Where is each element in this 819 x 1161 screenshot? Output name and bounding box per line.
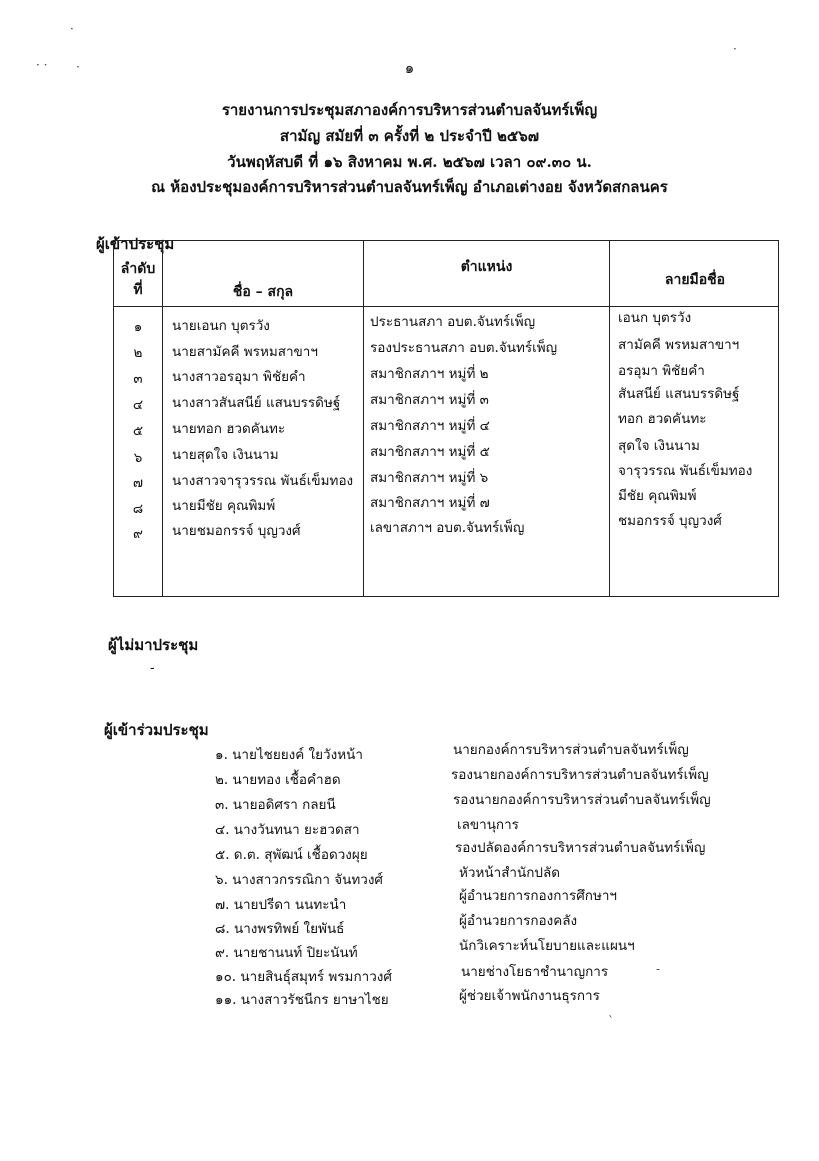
attendee-position: เลขาสภาฯ อบต.จันทร์เพ็ญ <box>370 520 525 536</box>
table-divider <box>609 241 610 596</box>
attendee-name: นายสามัคคี พรหมสาขาฯ <box>172 344 318 360</box>
participant-position: เลขานุการ <box>457 817 519 833</box>
participant-name: ๗. นายปรีดา นนทะนำ <box>215 897 347 913</box>
attendee-signature: สามัคคี พรหมสาขาฯ <box>618 337 740 353</box>
attendee-signature: จารุวรรณ พันธ์เข็มทอง <box>618 463 753 479</box>
meeting-date-time: วันพฤหัสบดี ที่ ๑๖ สิงหาคม พ.ศ. ๒๕๖๗ เวลา ๐๙.๓๐ น. <box>227 153 592 171</box>
attendee-name: นายทอก ฮวดคันทะ <box>172 421 286 437</box>
participant-position: หัวหน้าสำนักปลัด <box>459 865 561 881</box>
participant-name: ๖. นางสาวกรรณิกา จันทวงศ์ <box>215 872 383 888</box>
scan-speck: · · <box>36 58 48 72</box>
attendee-signature: ทอก ฮวดคันทะ <box>618 411 707 427</box>
attendee-position: สมาชิกสภาฯ หมู่ที่ ๕ <box>370 444 490 460</box>
meeting-location: ณ ห้องประชุมองค์การบริหารส่วนตำบลจันทร์เพ็ญ อำเภอเต่างอย จังหวัดสกลนคร <box>151 178 668 196</box>
participant-position: ผู้อำนวยการกองคลัง <box>459 913 578 929</box>
attendees-table <box>113 240 779 597</box>
column-header-position: ตำแหน่ง <box>460 259 513 275</box>
row-number: ๒ <box>133 345 143 361</box>
attendees-heading: ผู้เข้าประชุม <box>96 235 175 253</box>
participant-position: ผู้ช่วยเจ้าพนักงานธุรการ <box>459 988 600 1004</box>
attendee-name: นางสาวอรอุมา พิชัยคำ <box>172 369 306 385</box>
attendee-signature: สุดใจ เงินนาม <box>618 438 700 454</box>
participant-position: รองนายกองค์การบริหารส่วนตำบลจันทร์เพ็ญ <box>453 792 711 808</box>
row-number: ๓ <box>133 371 143 387</box>
participant-name: ๒. นายทอง เชื้อคำฮด <box>215 772 341 788</box>
attendee-name: นางสาวสันสนีย์ แสนบรรดิษฐ์ <box>172 395 341 411</box>
attendee-signature: สันสนีย์ แสนบรรดิษฐ์ <box>618 386 740 402</box>
participant-name: ๑. นายไชยยงค์ ใยวังหน้า <box>215 747 363 763</box>
attendee-position: สมาชิกสภาฯ หมู่ที่ ๒ <box>370 366 489 382</box>
page-number: ๑ <box>404 59 415 77</box>
column-header-name: ชื่อ – สกุล <box>232 284 294 300</box>
participant-name: ๔. นางวันทนา ยะฮวดสา <box>215 822 360 838</box>
participant-position: รองปลัดองค์การบริหารส่วนตำบลจันทร์เพ็ญ <box>455 840 706 856</box>
attendee-name: นายสุดใจ เงินนาม <box>172 447 279 463</box>
row-number: ๕ <box>132 423 144 439</box>
attendee-signature: อรอุมา พิชัยคำ <box>618 363 705 379</box>
meeting-session: สามัญ สมัยที่ ๓ ครั้งที่ ๒ ประจำปี ๒๕๖๗ <box>279 127 540 145</box>
scan-speck: · <box>70 22 74 36</box>
scan-speck: - <box>656 962 661 976</box>
participant-position: ผู้อำนวยการกองการศึกษาฯ <box>459 888 618 904</box>
absentees-heading: ผู้ไม่มาประชุม <box>108 636 199 654</box>
attendee-name: นายเอนก บุตรวัง <box>172 318 270 334</box>
participants-heading: ผู้เข้าร่วมประชุม <box>104 721 209 739</box>
attendee-position: สมาชิกสภาฯ หมู่ที่ ๖ <box>370 470 489 486</box>
attendee-name: นางสาวจารุวรรณ พันธ์เข็มทอง <box>172 473 354 489</box>
attendee-signature: เอนก บุตรวัง <box>618 310 692 326</box>
row-number: ๙ <box>133 526 143 542</box>
table-divider <box>363 241 364 596</box>
scan-speck: · <box>76 60 80 74</box>
scan-speck: ` <box>608 1014 614 1028</box>
participant-name: ๕. ด.ต. สุพัฒน์ เชื้อดวงผุย <box>215 847 368 863</box>
scan-speck: · <box>733 42 737 56</box>
row-number: ๗ <box>132 475 144 491</box>
column-header-signature: ลายมือชื่อ <box>664 272 726 288</box>
attendee-position: ประธานสภา อบต.จันทร์เพ็ญ <box>370 314 536 330</box>
participant-position: นายช่างโยธาชำนาญการ <box>461 964 609 980</box>
row-number: ๖ <box>133 450 143 466</box>
row-number: ๔ <box>132 397 144 413</box>
participant-name: ๑๑. นางสาวรัชนีกร ยาษาไชย <box>215 992 389 1008</box>
participant-position: นักวิเคราะห์นโยบายและแผนฯ <box>459 938 635 954</box>
participant-name: ๙. นายชานนท์ ปิยะนันท์ <box>215 945 358 961</box>
attendee-position: สมาชิกสภาฯ หมู่ที่ ๗ <box>370 495 490 511</box>
attendee-name: นายชมอกรรจ์ บุญวงศ์ <box>172 523 301 539</box>
report-title: รายงานการประชุมสภาองค์การบริหารส่วนตำบลจันทร์เพ็ญ <box>221 101 598 119</box>
participant-name: ๘. นางพรทิพย์ ใยพันธ์ <box>215 921 345 937</box>
row-number: ๘ <box>132 501 144 517</box>
attendee-position: รองประธานสภา อบต.จันทร์เพ็ญ <box>370 340 558 356</box>
participant-name: ๑๐. นายสินธุ์สมุทร์ พรมกาวงศ์ <box>215 969 392 985</box>
attendee-position: สมาชิกสภาฯ หมู่ที่ ๓ <box>370 392 489 408</box>
participant-position: นายกองค์การบริหารส่วนตำบลจันทร์เพ็ญ <box>453 742 689 758</box>
absentees-value: - <box>150 660 155 676</box>
attendee-name: นายมีชัย คุณพิมพ์ <box>172 498 276 514</box>
column-header-no: ลำดับ <box>120 261 156 277</box>
row-number: ๑ <box>133 319 143 335</box>
participant-position: รองนายกองค์การบริหารส่วนตำบลจันทร์เพ็ญ <box>451 767 709 783</box>
attendee-signature: มีชัย คุณพิมพ์ <box>618 488 697 504</box>
attendee-signature: ชมอกรรจ์ บุญวงศ์ <box>618 513 722 529</box>
attendee-position: สมาชิกสภาฯ หมู่ที่ ๔ <box>370 418 490 434</box>
participant-name: ๓. นายอดิศรา กลยนี <box>215 797 336 813</box>
column-header-no-sub: ที่ <box>133 282 143 298</box>
